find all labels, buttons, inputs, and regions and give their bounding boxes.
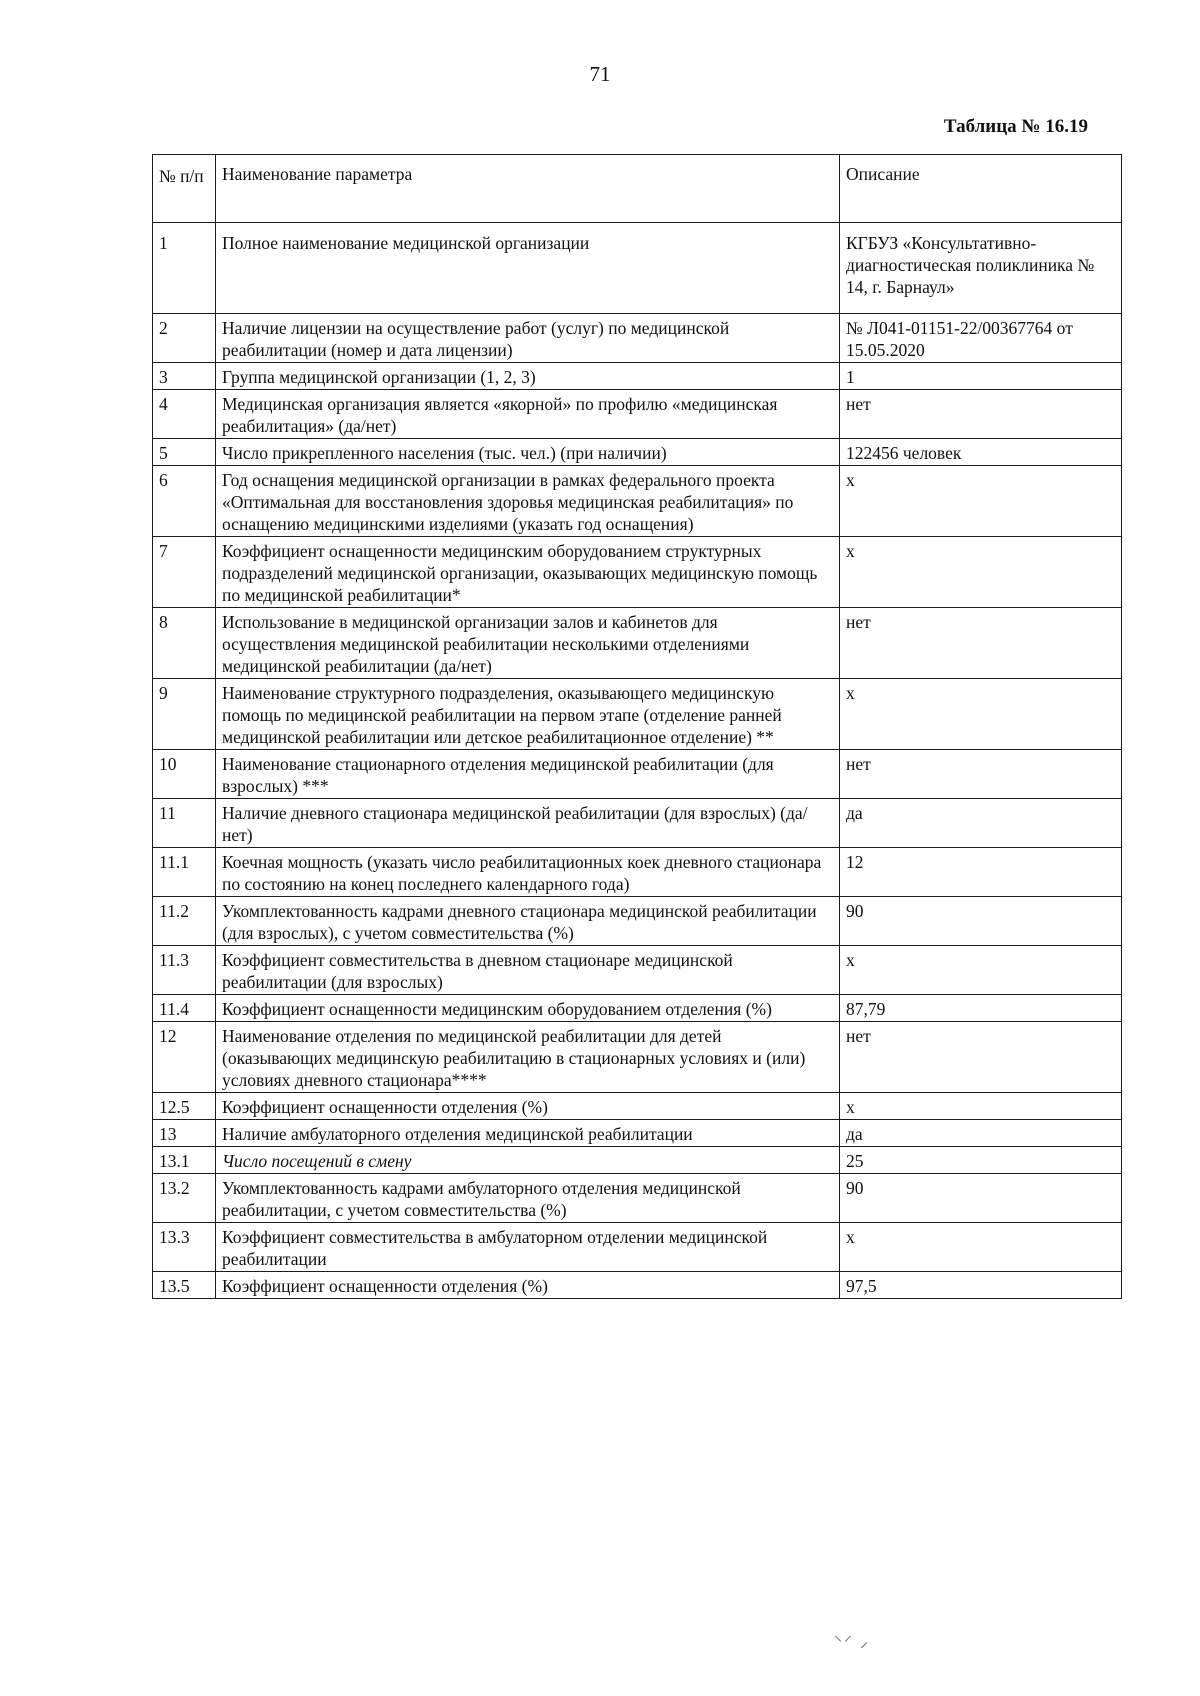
row-number: 12 xyxy=(153,1022,216,1093)
row-parameter: Год оснащения медицинской организации в рамках федерального проекта «Оптимальная для восстановления здоровья медицинская реабилитация» по оснащению медицинскими изделиями (указать год оснащения) xyxy=(216,466,840,537)
table-row xyxy=(153,799,1122,848)
table-row xyxy=(153,1120,1122,1147)
row-number: 6 xyxy=(153,466,216,537)
row-number: 12.5 xyxy=(153,1093,216,1120)
row-parameter: Полное наименование медицинской организации xyxy=(216,223,840,314)
table-row xyxy=(153,1093,1122,1120)
row-parameter: Наличие дневного стационара медицинской реабилитации (для взрослых) (да/нет) xyxy=(216,799,840,848)
row-description: х xyxy=(840,679,1122,750)
table-row xyxy=(153,946,1122,995)
table-header-row xyxy=(153,155,1122,223)
table-row xyxy=(153,223,1122,314)
table-row xyxy=(153,390,1122,439)
row-parameter: Коэффициент оснащенности медицинским оборудованием структурных подразделений медицинской организации, оказывающих медицинскую помощь по медицинской реабилитации* xyxy=(216,537,840,608)
table-row xyxy=(153,1147,1122,1174)
row-number: 7 xyxy=(153,537,216,608)
row-parameter: Укомплектованность кадрами дневного стационара медицинской реабилитации (для взрослых), с учетом совместительства (%) xyxy=(216,897,840,946)
row-number: 11 xyxy=(153,799,216,848)
row-description: нет xyxy=(840,390,1122,439)
row-description: х xyxy=(840,1093,1122,1120)
table-row xyxy=(153,848,1122,897)
table-row xyxy=(153,439,1122,466)
table-row xyxy=(153,995,1122,1022)
row-description: нет xyxy=(840,1022,1122,1093)
row-number: 8 xyxy=(153,608,216,679)
row-parameter: Коэффициент оснащенности отделения (%) xyxy=(216,1093,840,1120)
table-row xyxy=(153,363,1122,390)
row-description: № Л041-01151-22/00367764 от 15.05.2020 xyxy=(840,314,1122,363)
row-description: КГБУЗ «Консультативно-диагностическая поликлиника № 14, г. Барнаул» xyxy=(840,223,1122,314)
row-parameter: Коэффициент совместительства в дневном стационаре медицинской реабилитации (для взрослых) xyxy=(216,946,840,995)
row-parameter: Наличие амбулаторного отделения медицинской реабилитации xyxy=(216,1120,840,1147)
row-number: 1 xyxy=(153,223,216,314)
row-parameter: Число посещений в смену xyxy=(216,1147,840,1174)
row-parameter: Коэффициент совместительства в амбулаторном отделении медицинской реабилитации xyxy=(216,1223,840,1272)
table-row xyxy=(153,608,1122,679)
parameters-table xyxy=(152,154,1122,1299)
row-number: 11.2 xyxy=(153,897,216,946)
row-description: х xyxy=(840,537,1122,608)
row-description: 90 xyxy=(840,1174,1122,1223)
row-description: 87,79 xyxy=(840,995,1122,1022)
row-number: 11.3 xyxy=(153,946,216,995)
row-description: 1 xyxy=(840,363,1122,390)
row-number: 4 xyxy=(153,390,216,439)
row-number: 13.1 xyxy=(153,1147,216,1174)
table-row xyxy=(153,1174,1122,1223)
table-row xyxy=(153,750,1122,799)
row-parameter: Группа медицинской организации (1, 2, 3) xyxy=(216,363,840,390)
row-description: 97,5 xyxy=(840,1272,1122,1299)
row-parameter: Использование в медицинской организации залов и кабинетов для осуществления медицинской реабилитации несколькими отделениями медицинской реабилитации (да/нет) xyxy=(216,608,840,679)
column-header-description: Описание xyxy=(840,155,1122,223)
row-parameter: Наличие лицензии на осуществление работ (услуг) по медицинской реабилитации (номер и дата лицензии) xyxy=(216,314,840,363)
row-parameter: Наименование структурного подразделения, оказывающего медицинскую помощь по медицинской реабилитации на первом этапе (отделение ранней медицинской реабилитации или детское реабилитационное отделение) ** xyxy=(216,679,840,750)
row-description: нет xyxy=(840,750,1122,799)
table-row xyxy=(153,679,1122,750)
table-row xyxy=(153,1022,1122,1093)
row-description: х xyxy=(840,466,1122,537)
row-parameter: Наименование отделения по медицинской реабилитации для детей (оказывающих медицинскую реабилитацию в стационарных условиях и (или) условиях дневного стационара**** xyxy=(216,1022,840,1093)
column-header-parameter: Наименование параметра xyxy=(216,155,840,223)
row-parameter: Укомплектованность кадрами амбулаторного отделения медицинской реабилитации, с учетом совместительства (%) xyxy=(216,1174,840,1223)
row-number: 10 xyxy=(153,750,216,799)
table-caption: Таблица № 16.19 xyxy=(943,116,1088,137)
column-header-number: № п/п xyxy=(153,155,216,223)
table-row xyxy=(153,466,1122,537)
table-row xyxy=(153,1272,1122,1299)
row-number: 13.2 xyxy=(153,1174,216,1223)
row-number: 2 xyxy=(153,314,216,363)
table-row xyxy=(153,314,1122,363)
page-number: 71 xyxy=(589,62,611,86)
row-number: 5 xyxy=(153,439,216,466)
row-number: 13.5 xyxy=(153,1272,216,1299)
row-number: 11.1 xyxy=(153,848,216,897)
row-parameter: Число прикрепленного населения (тыс. чел.) (при наличии) xyxy=(216,439,840,466)
row-description: 122456 человек xyxy=(840,439,1122,466)
row-description: нет xyxy=(840,608,1122,679)
row-parameter: Коечная мощность (указать число реабилитационных коек дневного стационара по состоянию на конец последнего календарного года) xyxy=(216,848,840,897)
row-description: да xyxy=(840,1120,1122,1147)
row-description: х xyxy=(840,1223,1122,1272)
table-row xyxy=(153,537,1122,608)
table-row xyxy=(153,1223,1122,1272)
row-description: да xyxy=(840,799,1122,848)
row-description: 12 xyxy=(840,848,1122,897)
row-parameter: Медицинская организация является «якорной» по профилю «медицинская реабилитация» (да/нет) xyxy=(216,390,840,439)
row-parameter: Коэффициент оснащенности отделения (%) xyxy=(216,1272,840,1299)
row-description: х xyxy=(840,946,1122,995)
row-number: 3 xyxy=(153,363,216,390)
row-description: 25 xyxy=(840,1147,1122,1174)
table-row xyxy=(153,897,1122,946)
row-number: 13.3 xyxy=(153,1223,216,1272)
row-number: 11.4 xyxy=(153,995,216,1022)
row-number: 9 xyxy=(153,679,216,750)
row-parameter: Наименование стационарного отделения медицинской реабилитации (для взрослых) *** xyxy=(216,750,840,799)
handwritten-mark: ⸌⸍ ⸝ xyxy=(834,1634,871,1651)
row-description: 90 xyxy=(840,897,1122,946)
row-parameter: Коэффициент оснащенности медицинским оборудованием отделения (%) xyxy=(216,995,840,1022)
row-number: 13 xyxy=(153,1120,216,1147)
